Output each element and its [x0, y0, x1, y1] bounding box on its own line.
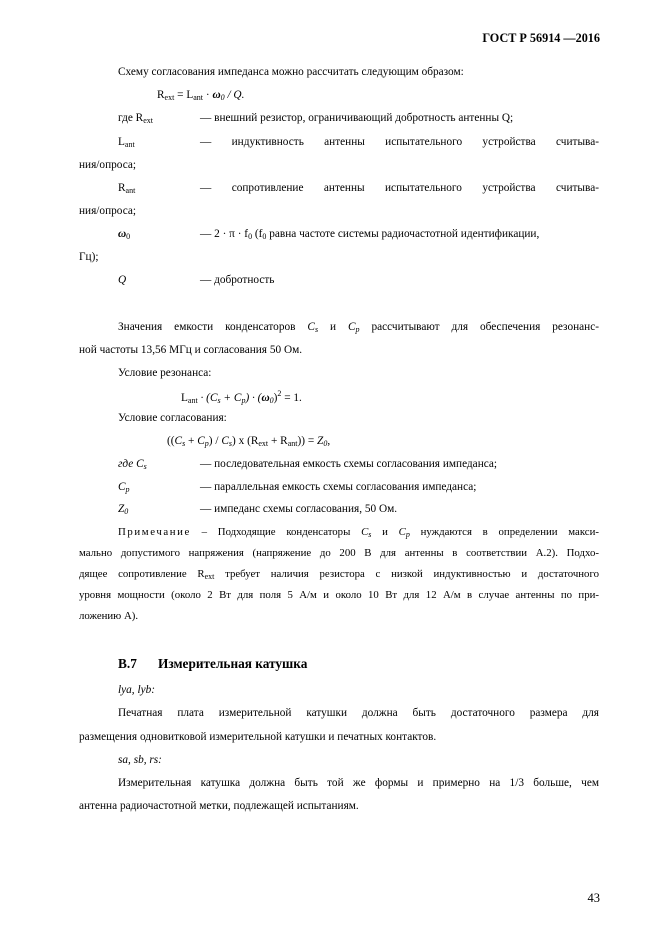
intro-text: Схему согласования импеданса можно рассчитать следующим образом:: [118, 66, 464, 78]
page-number: 43: [587, 891, 600, 905]
def-text-rext: — внешний резистор, ограничивающий добротность антенны Q;: [200, 112, 514, 124]
board-para-line2: размещения одновитковой измерительной катушки и печатных контактов.: [79, 731, 437, 743]
formula-subscript: p: [241, 396, 246, 405]
formula-subscript: ext: [258, 439, 269, 448]
standard-header: ГОСТ Р 56914 —2016: [482, 31, 600, 45]
term-symbol: где R: [118, 112, 144, 124]
def-text-part: (f: [252, 228, 263, 240]
section-title: Измерительная катушка: [158, 656, 308, 671]
subscript: s: [368, 530, 372, 539]
term-subscript: ant: [124, 140, 135, 149]
formula-part: + R: [268, 435, 288, 447]
formula-part: ) /: [208, 435, 222, 447]
formula-omega: ω: [261, 392, 270, 404]
term-symbol: Z: [118, 503, 125, 515]
formula-subscript: 0: [220, 93, 225, 102]
def-subscript: 0: [248, 232, 253, 241]
section-heading: [118, 656, 307, 672]
formula-matching: [167, 435, 330, 448]
formula-part: ) x (R: [232, 435, 259, 447]
formula-subscript: ant: [287, 439, 298, 448]
term-subscript: 0: [126, 232, 131, 241]
coil-para-line2: антенна радиочастотной метки, подлежащей испытаниям.: [79, 800, 359, 812]
formula-subscript: 0: [323, 439, 328, 448]
formula-subscript: ant: [193, 93, 204, 102]
formula-part: ·: [203, 89, 213, 101]
formula-part: ((: [167, 435, 175, 447]
formula-resonance: [181, 389, 302, 405]
formula-part: = L: [174, 89, 194, 101]
formula-symbol: R: [157, 89, 165, 101]
term-symbol: C: [118, 481, 126, 493]
note-label: Примечание: [118, 526, 191, 538]
subscript: p: [405, 530, 410, 539]
subscript: p: [355, 325, 360, 334]
symbol-cs: C: [307, 321, 315, 333]
matching-label: Условие согласования:: [118, 412, 227, 424]
formula-omega: ω: [212, 89, 221, 101]
def-term-omega: [118, 228, 130, 241]
def-text-rant: — сопротивление антенны испытательного устройства считыва-: [200, 182, 599, 194]
formula-part: ,: [327, 435, 331, 447]
capacitance-para-line1: [118, 321, 599, 334]
def-term-rant: [118, 182, 135, 195]
note-line5: ложению А).: [79, 610, 139, 622]
formula-part: )) =: [297, 435, 318, 447]
text-part: требует наличия резистора с низкой индуктивностью и достаточного: [214, 568, 599, 580]
formula-rext: [157, 89, 244, 102]
text-part: – Подходящие конденсаторы: [190, 526, 362, 538]
def-subscript: 0: [262, 232, 267, 241]
term-subscript: ext: [143, 116, 153, 125]
params-sa-sb-rs: sa, sb, rs:: [118, 754, 162, 766]
formula-subscript: ext: [164, 93, 175, 102]
subscript: s: [314, 325, 319, 334]
term-symbol: где C: [118, 458, 144, 470]
formula-part: ): [273, 392, 278, 404]
board-para-line1: Печатная плата измерительной катушки должна быть достаточного размера для: [118, 707, 599, 719]
def-term-z0: [118, 503, 128, 516]
params-lya-lyb: lya, lyb:: [118, 684, 156, 696]
resonance-label: Условие резонанса:: [118, 367, 212, 379]
formula-subscript: s: [228, 439, 233, 448]
term-subscript: s: [143, 462, 147, 471]
note-line4: уровня мощности (около 2 Вт для поля 5 А/м и около 10 Вт для 12 А/м в случае антенны по при-: [79, 589, 599, 601]
formula-subscript: 0: [269, 396, 274, 405]
def-term-lant: [118, 136, 135, 149]
formula-symbol: C: [221, 435, 229, 447]
text-part: нуждаются в определении макси-: [409, 526, 599, 538]
term-symbol: R: [118, 182, 126, 194]
def-text-part: равна частоте системы радиочастотной идентификации,: [266, 228, 540, 240]
note-line1: [118, 526, 599, 539]
def-text-lant: — индуктивность антенны испытательного устройства считыва-: [200, 136, 599, 148]
note-line3: [79, 568, 599, 581]
text-part: дящее сопротивление R: [79, 568, 205, 580]
term-subscript: ant: [125, 186, 136, 195]
def-cont-lant: ния/опроса;: [79, 159, 137, 171]
subscript: ext: [204, 572, 215, 581]
def-term-cp: [118, 481, 130, 494]
formula-symbol: C: [197, 435, 205, 447]
symbol-cp: C: [398, 526, 406, 538]
note-line2: мально допустимого напряжения (напряжение до 200 В для антенны в соответствии А.2). Подхо-: [79, 547, 599, 559]
def-term-q: Q: [118, 274, 127, 286]
text-part: и: [318, 321, 348, 333]
def-term-rext: [118, 112, 153, 125]
text-part: Значения емкости конденсаторов: [118, 321, 308, 333]
formula-subscript: p: [204, 439, 209, 448]
def-text-z0: — импеданс схемы согласования, 50 Ом.: [200, 503, 398, 515]
formula-subscript: ant: [187, 396, 198, 405]
formula-part: = 1.: [281, 392, 302, 404]
def-text-cs: — последовательная емкость схемы согласования импеданса;: [200, 458, 498, 470]
formula-symbol: C: [233, 392, 242, 404]
def-term-cs: [118, 458, 147, 471]
formula-subscript: s: [217, 396, 221, 405]
formula-part: +: [220, 392, 234, 404]
text-part: рассчитывают для обеспечения резонанс-: [359, 321, 599, 333]
symbol-cp: C: [347, 321, 356, 333]
coil-para-line1: Измерительная катушка должна быть той же формы и примерно на 1/3 больше, чем: [118, 777, 599, 789]
formula-part: L: [181, 392, 188, 404]
term-symbol: L: [118, 136, 125, 148]
term-symbol: ω: [118, 228, 127, 240]
formula-part: · (: [197, 392, 210, 404]
def-text-part: — 2 · π · f: [200, 228, 249, 240]
term-subscript: p: [125, 485, 130, 494]
def-text-q: — добротность: [200, 274, 275, 286]
text-part: и: [371, 526, 399, 538]
formula-part: +: [185, 435, 198, 447]
def-text-omega: [200, 228, 539, 241]
formula-part: / Q.: [224, 89, 245, 101]
section-number: В.7: [118, 656, 137, 671]
term-subscript: 0: [124, 507, 129, 516]
formula-subscript: s: [182, 439, 186, 448]
formula-part: ) · (: [245, 392, 262, 404]
def-cont-omega: Гц);: [79, 251, 99, 263]
formula-symbol: C: [209, 392, 218, 404]
def-cont-rant: ния/опроса;: [79, 205, 137, 217]
def-text-cp: — параллельная емкость схемы согласования импеданса;: [200, 481, 477, 493]
capacitance-para-line2: ной частоты 13,56 МГц и согласования 50 Ом.: [79, 344, 303, 356]
formula-symbol: C: [174, 435, 183, 447]
formula-symbol: Z: [317, 435, 324, 447]
symbol-cs: C: [361, 526, 369, 538]
formula-superscript: 2: [277, 389, 282, 398]
